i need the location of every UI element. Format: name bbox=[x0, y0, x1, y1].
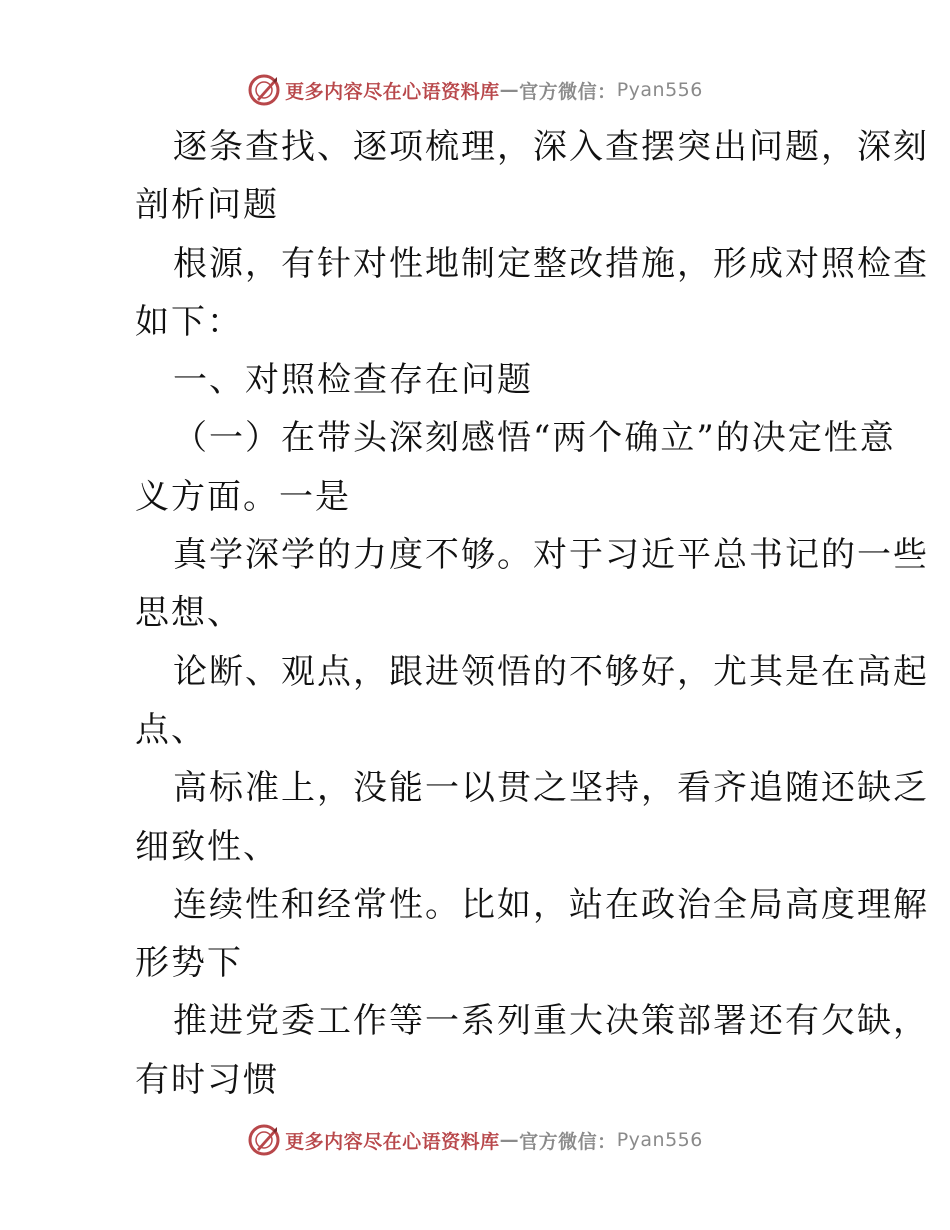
paragraph-line: 根源，有针对性地制定整改措施，形成对照检查 bbox=[173, 243, 929, 284]
paragraph bbox=[97, 759, 929, 876]
footer-banner-wechat-id: Pyan556 bbox=[616, 1129, 703, 1151]
paragraph-line-continued: 如下： bbox=[135, 301, 243, 342]
paragraph-line-continued: 有时习惯 bbox=[135, 1059, 279, 1100]
header-banner-red-text: 更多内容尽在心语资料库 bbox=[285, 80, 500, 103]
footer-banner bbox=[0, 1120, 950, 1160]
paragraph bbox=[97, 235, 929, 352]
paragraph-line-continued: 义方面。一是 bbox=[135, 476, 351, 517]
paragraph bbox=[97, 409, 896, 526]
paragraph-line: 逐条查找、逐项梳理，深入查摆突出问题，深刻 bbox=[173, 127, 929, 167]
document-body bbox=[97, 118, 929, 1109]
paragraph-line-continued: 剖析问题 bbox=[135, 185, 279, 226]
paragraph bbox=[97, 643, 929, 760]
paragraph-line: 推进党委工作等一系列重大决策部署还有欠缺， bbox=[173, 1001, 929, 1042]
paragraph-line: 高标准上，没能一以贯之坚持，看齐追随还缺乏 bbox=[173, 768, 929, 809]
header-banner-dash: — bbox=[499, 79, 520, 101]
header-banner bbox=[0, 70, 950, 110]
footer-banner-dash: — bbox=[499, 1129, 520, 1151]
paragraph-line: 连续性和经常性。比如，站在政治全局高度理解 bbox=[173, 884, 929, 925]
paragraph bbox=[97, 526, 929, 643]
paragraph-line: 真学深学的力度不够。对于习近平总书记的一些 bbox=[173, 535, 929, 576]
paragraph-line-continued: 细致性、 bbox=[135, 826, 279, 867]
footer-banner-gray-text: 官方微信： bbox=[519, 1130, 617, 1153]
paragraph bbox=[97, 118, 929, 235]
paragraph-line-continued: 点、 bbox=[135, 709, 207, 750]
footer-banner-red-text: 更多内容尽在心语资料库 bbox=[285, 1130, 500, 1153]
header-banner-wechat-id: Pyan556 bbox=[616, 79, 703, 101]
paragraph-line: 论断、观点，跟进领悟的不够好，尤其是在高起 bbox=[173, 651, 929, 692]
paragraph bbox=[97, 876, 929, 993]
paragraph-line-continued: 形势下 bbox=[135, 943, 243, 984]
header-banner-gray-text: 官方微信： bbox=[519, 80, 617, 103]
paragraph-line-continued: 思想、 bbox=[135, 593, 243, 634]
pen-logo-icon bbox=[247, 1123, 281, 1157]
pen-logo-icon bbox=[247, 73, 281, 107]
paragraph bbox=[97, 992, 929, 1109]
paragraph-line: （一）在带头深刻感悟“两个确立”的决定性意 bbox=[173, 418, 896, 459]
section-heading bbox=[97, 351, 857, 409]
section-heading-text: 一、对照检查存在问题 bbox=[173, 360, 533, 401]
